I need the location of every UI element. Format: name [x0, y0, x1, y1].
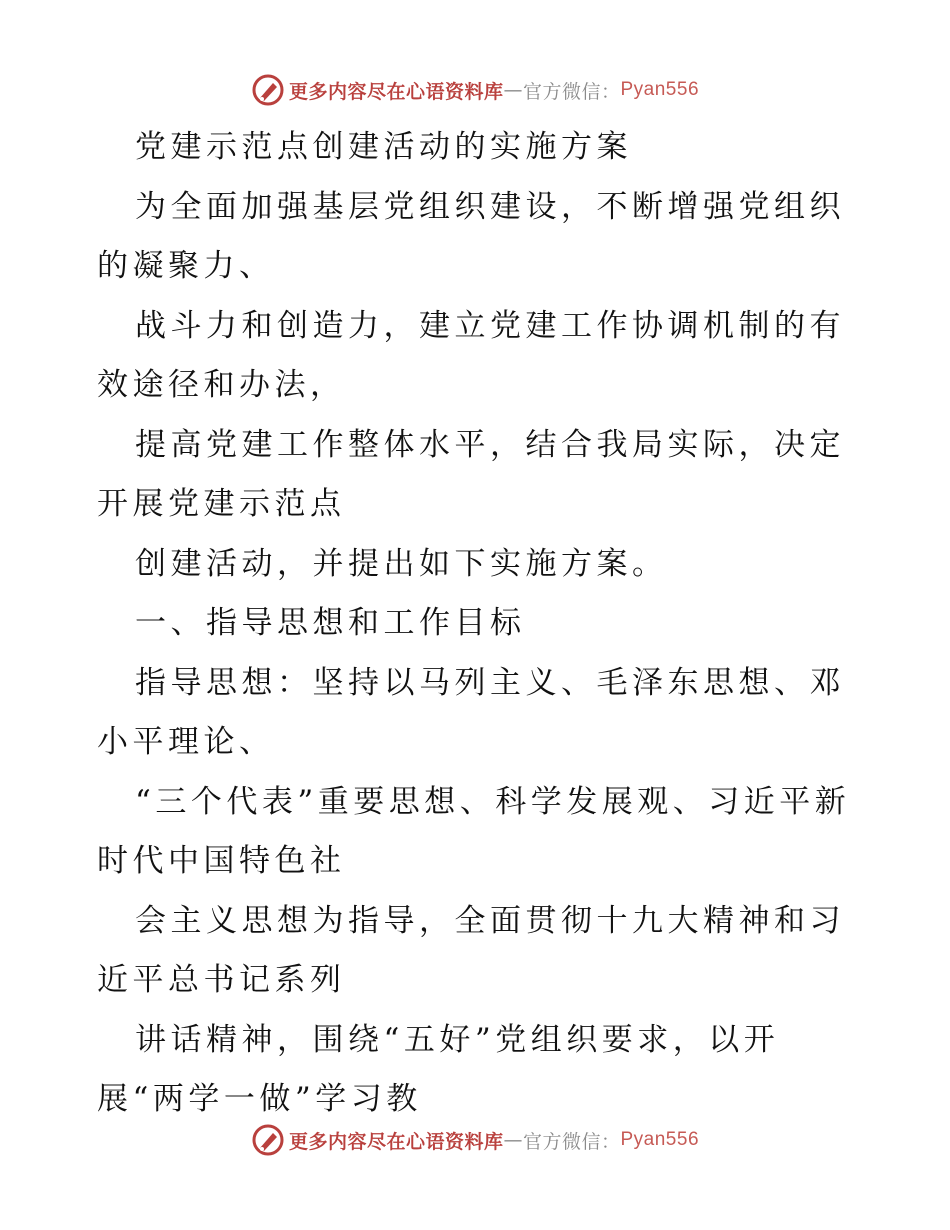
paragraph: 提高党建工作整体水平，结合我局实际，决定开展党建示范点 — [97, 426, 845, 522]
pen-logo-icon — [251, 73, 285, 107]
section-heading: 一、指导思想和工作目标 — [135, 605, 526, 641]
paragraph: 为全面加强基层党组织建设，不断增强党组织的凝聚力、 — [97, 188, 845, 284]
paragraph: 讲话精神，围绕“五好”党组织要求，以开展“两学一做”学习教 — [97, 1021, 780, 1117]
footer-watermark — [0, 1120, 950, 1160]
watermark-label: 官方微信： — [522, 80, 621, 103]
watermark-label: 官方微信： — [522, 1130, 621, 1153]
paragraph: 会主义思想为指导，全面贯彻十九大精神和习近平总书记系列 — [97, 902, 845, 998]
paragraph: 指导思想：坚持以马列主义、毛泽东思想、邓小平理论、 — [97, 664, 845, 760]
pen-logo-icon — [251, 1123, 285, 1157]
watermark-main-text: 更多内容尽在心语资料库 — [288, 80, 504, 103]
paragraph: 战斗力和创造力，建立党建工作协调机制的有效途径和办法， — [97, 307, 845, 403]
header-watermark — [0, 70, 950, 110]
paragraph: “三个代表”重要思想、科学发展观、习近平新时代中国特色社 — [97, 783, 851, 879]
document-body — [97, 118, 857, 1130]
watermark-separator: — — [503, 1129, 523, 1151]
watermark-separator: — — [503, 79, 523, 101]
watermark-wechat-id: Pyan556 — [620, 79, 700, 100]
document-title: 党建示范点创建活动的实施方案 — [135, 129, 632, 165]
watermark-wechat-id: Pyan556 — [620, 1129, 700, 1150]
watermark-main-text: 更多内容尽在心语资料库 — [288, 1130, 504, 1153]
paragraph: 创建活动，并提出如下实施方案。 — [135, 545, 668, 582]
